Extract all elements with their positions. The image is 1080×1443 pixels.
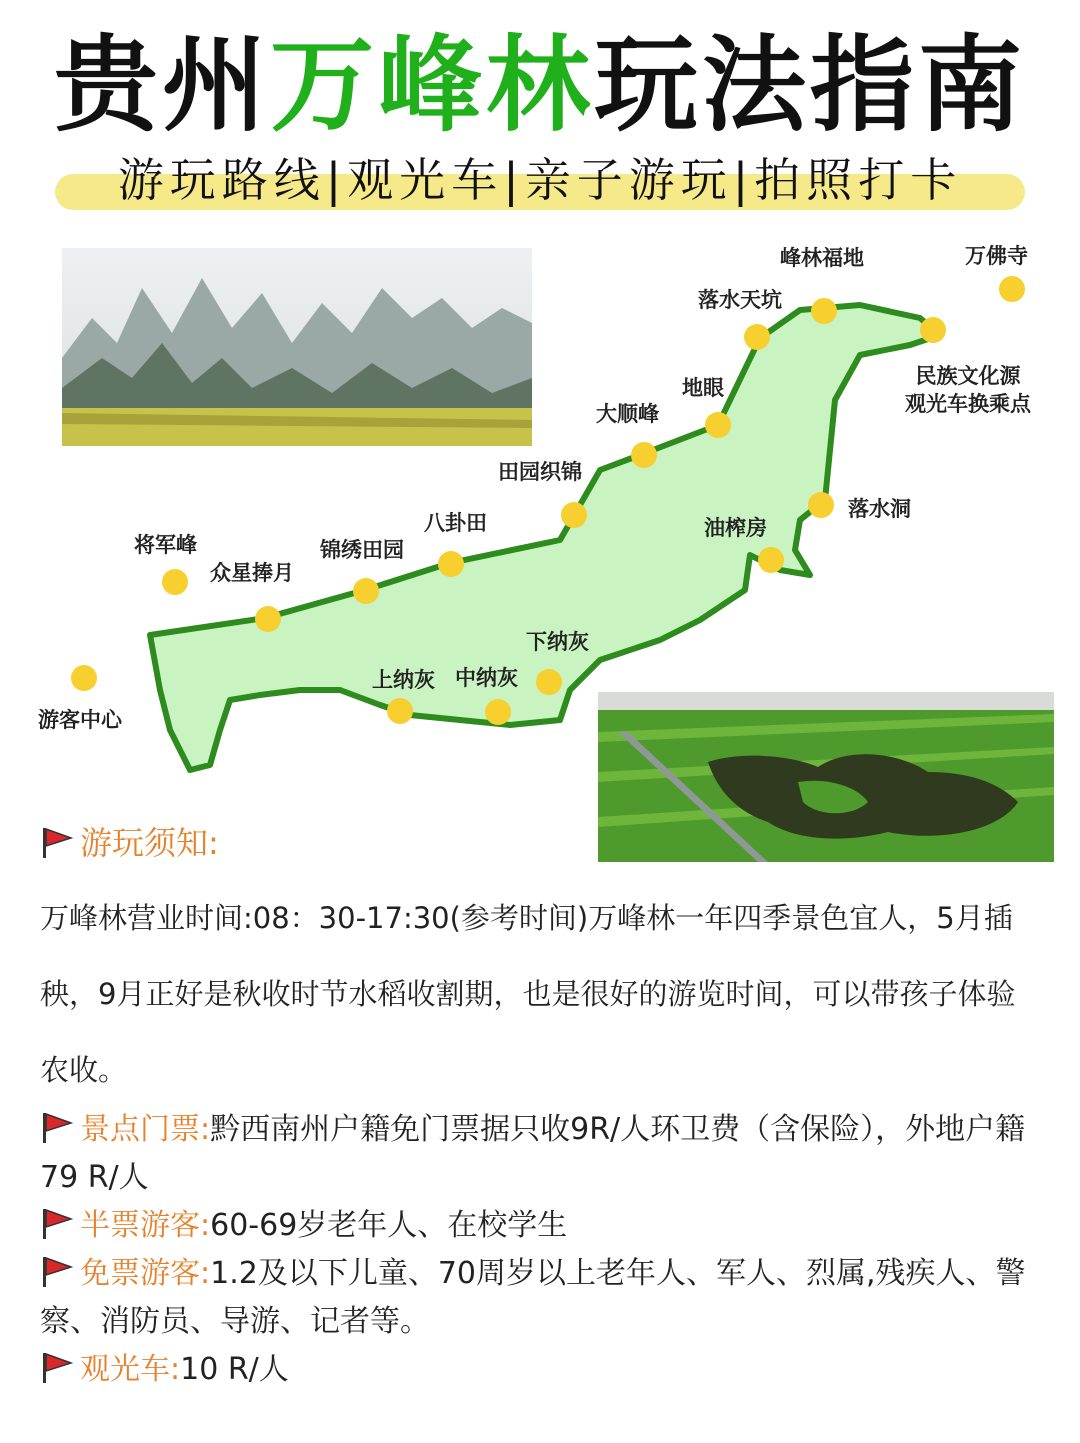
subtitle: 游玩路线|观光车|亲子游玩|拍照打卡 [117,153,963,207]
half-ticket-label: 半票游客: [80,1208,211,1243]
label-luoshuitiankeng: 落水天坑 [698,288,782,312]
label-baguatian: 八卦田 [424,511,487,535]
label-diyan: 地眼 [682,376,724,400]
dot-jiangjunfeng [162,569,188,595]
half-ticket-text: 60-69岁老年人、在校学生 [210,1208,568,1243]
label-tianyuanzhijin: 田园织锦 [498,460,582,484]
dot-luoshuitiankeng [744,324,770,350]
half-ticket-row [40,1202,1040,1250]
label-jinxiutianyuan: 锦绣田园 [320,538,404,562]
free-ticket-text: 1.2及以下儿童、70周岁以上老年人、军人、烈属,残疾人、警察、消防员、导游、记者等。 [40,1256,1026,1339]
free-ticket-label: 免票游客: [80,1256,211,1291]
bus-label: 观光车: [80,1352,181,1387]
label-zhongxingpengyue: 众星捧月 [210,561,294,585]
dot-luoshuidong [808,492,834,518]
title-wanfenglin: 万峰林 [269,24,594,146]
dot-dashunfeng [631,442,657,468]
dot-youkezhongxin [71,665,97,691]
notice-body: 万峰林营业时间:08：30-17:30(参考时间)万峰林一年四季景色宜人，5月插秧，9月正好是秋收时节水稻收割期，也是很好的游览时间，可以带孩子体验农收。 [40,901,1016,1087]
notice-heading-row [40,818,1040,864]
dot-diyan [705,412,731,438]
label-shangnahui: 上纳灰 [372,668,435,692]
dot-minzu [920,317,946,343]
label-zhongnahui: 中纳灰 [455,666,518,690]
label-fenglinfudi: 峰林福地 [780,246,864,270]
label-xianahui: 下纳灰 [526,630,589,654]
bus-text: 10 R/人 [180,1352,289,1387]
dot-fenglinfudi [811,298,837,324]
tickets-row [40,1106,1040,1202]
dot-zhongnahui [485,699,511,725]
label-youzhafang: 油榨房 [704,516,767,540]
label-luoshuidong: 落水洞 [848,497,911,521]
dot-wanfosi [999,276,1025,302]
tickets-text: 黔西南州户籍免门票据只收9R/人环卫费（含保险），外地户籍 79 R/人 [40,1112,1026,1195]
label-wanfosi: 万佛寺 [965,244,1028,268]
dot-baguatian [438,551,464,577]
dot-youzhafang [758,547,784,573]
dot-shangnahui [387,698,413,724]
label-dashunfeng: 大顺峰 [596,402,659,426]
dot-jinxiutianyuan [353,578,379,604]
label-youkezhongxin: 游客中心 [38,708,122,732]
free-ticket-row [40,1250,1040,1346]
page-title [0,20,1080,150]
flag-icon [40,826,74,860]
title-guizhou: 贵州 [53,24,270,146]
mountain-photo [62,248,532,446]
flag-icon [40,1255,74,1289]
bus-row [40,1346,1040,1394]
dot-xianahui [536,669,562,695]
label-jiangjunfeng: 将军峰 [134,533,197,557]
label-minzu: 民族文化源 观光车换乘点 [905,364,1031,416]
notice-heading: 游玩须知: [80,824,219,862]
flag-icon [40,1351,74,1385]
dot-zhongxingpengyue [255,606,281,632]
flag-icon [40,1111,74,1145]
title-guide: 玩法指南 [594,24,1027,146]
flag-icon [40,1207,74,1241]
dot-tianyuanzhijin [561,502,587,528]
tickets-label: 景点门票: [80,1112,211,1147]
